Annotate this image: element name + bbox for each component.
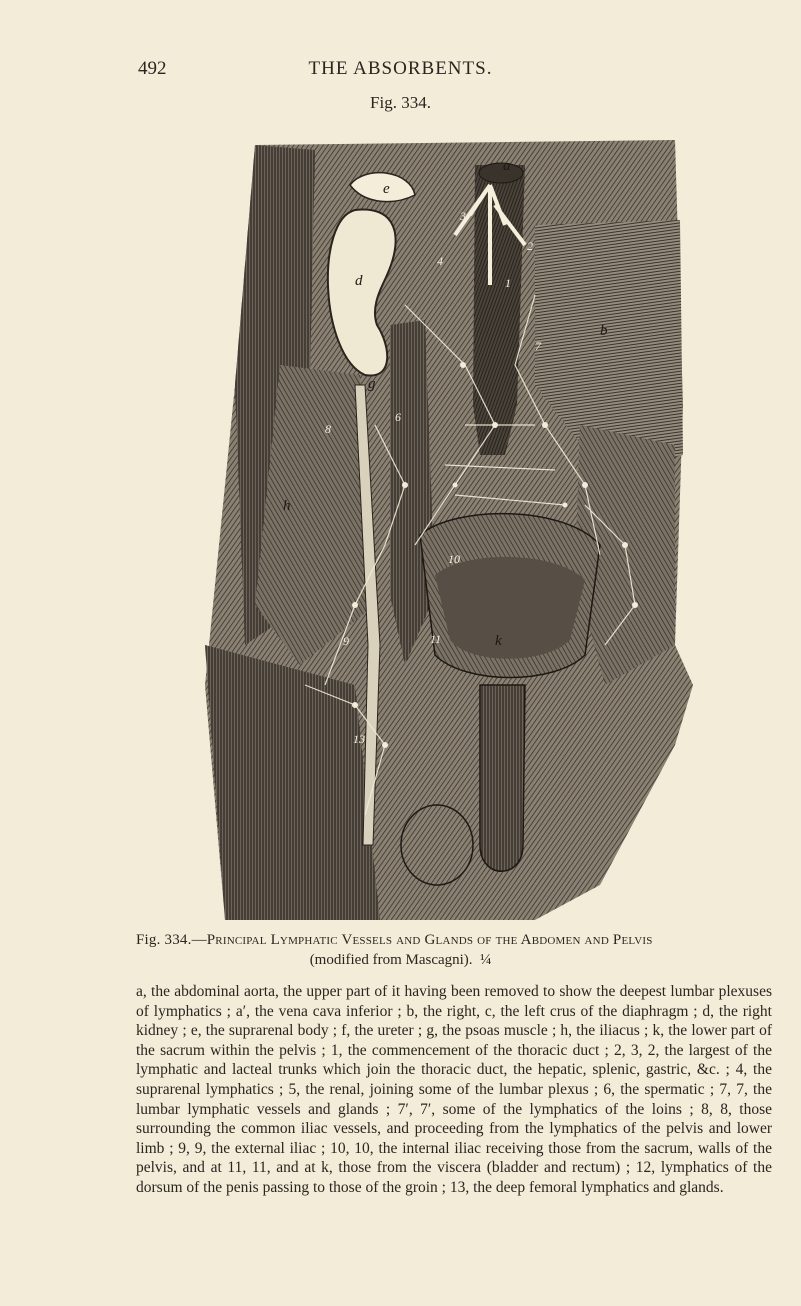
marker-8: 8: [325, 422, 331, 436]
figure-legend: a, the abdominal aorta, the upper part of it having been removed to show the deepest lumbar plexuses of lymphatics ; a′, the vena cava inferior ; b, the right, c, the left crus of the diaphragm ; d, the right kidney ; e, the suprarenal body ; f, the ureter ; g, the psoas muscle ; h, the iliacus ; k, the lower part of the sacrum within the pelvis ; 1, the commencement of the thoracic duct ; 2, 3, 2, the largest of the lymphatic and lacteal trunks which join the thoracic duct, the hepatic, splenic, gastric, &c. ; 4, the suprarenal lymphatics ; 5, the renal, joining some of the lumbar plexus ; 6, the spermatic ; 7, 7, the lumbar lymphatic vessels and glands ; 7′, 7′, some of the lymphatics of the loins ; 8, 8, those surrounding the common iliac vessels, and proceeding from the lymphatics of the pelvis and lower limb ; 9, 9, the external iliac ; 10, 10, the internal iliac receiving those from the sacrum, walls of the pelvis, and at 11, 11, and at k, those from the viscera (bladder and rectum) ; 12, lymphatics of the dorsum of the penis passing to those of the groin ; 13, the deep femoral lymphatics and glands.: [136, 983, 772, 1196]
marker-g: g: [368, 376, 376, 392]
marker-6: 6: [395, 410, 401, 424]
marker-a: a: [503, 158, 511, 174]
anatomical-engraving: [205, 125, 693, 920]
marker-d: d: [355, 273, 363, 289]
marker-3: 3: [460, 209, 466, 223]
testis: [401, 805, 473, 885]
caption-subtitle-text: (modified from Mascagni).: [309, 952, 473, 968]
figure-caption-title: [136, 932, 776, 949]
caption-scale: ¼: [480, 952, 492, 968]
marker-4: 4: [437, 254, 443, 268]
running-title: THE ABSORBENTS.: [308, 58, 493, 79]
marker-b: b: [600, 323, 608, 339]
marker-2: 2: [527, 239, 533, 253]
marker-13: 13: [353, 732, 365, 746]
marker-1: 1: [505, 276, 511, 290]
marker-h: h: [283, 498, 291, 514]
marker-10: 10: [448, 552, 460, 566]
caption-fig-ref: Fig. 334.: [136, 932, 192, 948]
penis: [480, 685, 525, 871]
page-number: 492: [138, 58, 167, 79]
marker-11: 11: [430, 632, 442, 646]
marker-9: 9: [343, 634, 349, 648]
figure-label: Fig. 334.: [370, 93, 431, 112]
figure-caption-subtitle: [0, 952, 801, 969]
marker-k: k: [495, 633, 502, 649]
marker-7: 7: [535, 339, 541, 353]
marker-e: e: [383, 181, 390, 197]
caption-title-text: —Principal Lymphatic Vessels and Glands of the Abdomen and Pelvis: [191, 932, 653, 948]
